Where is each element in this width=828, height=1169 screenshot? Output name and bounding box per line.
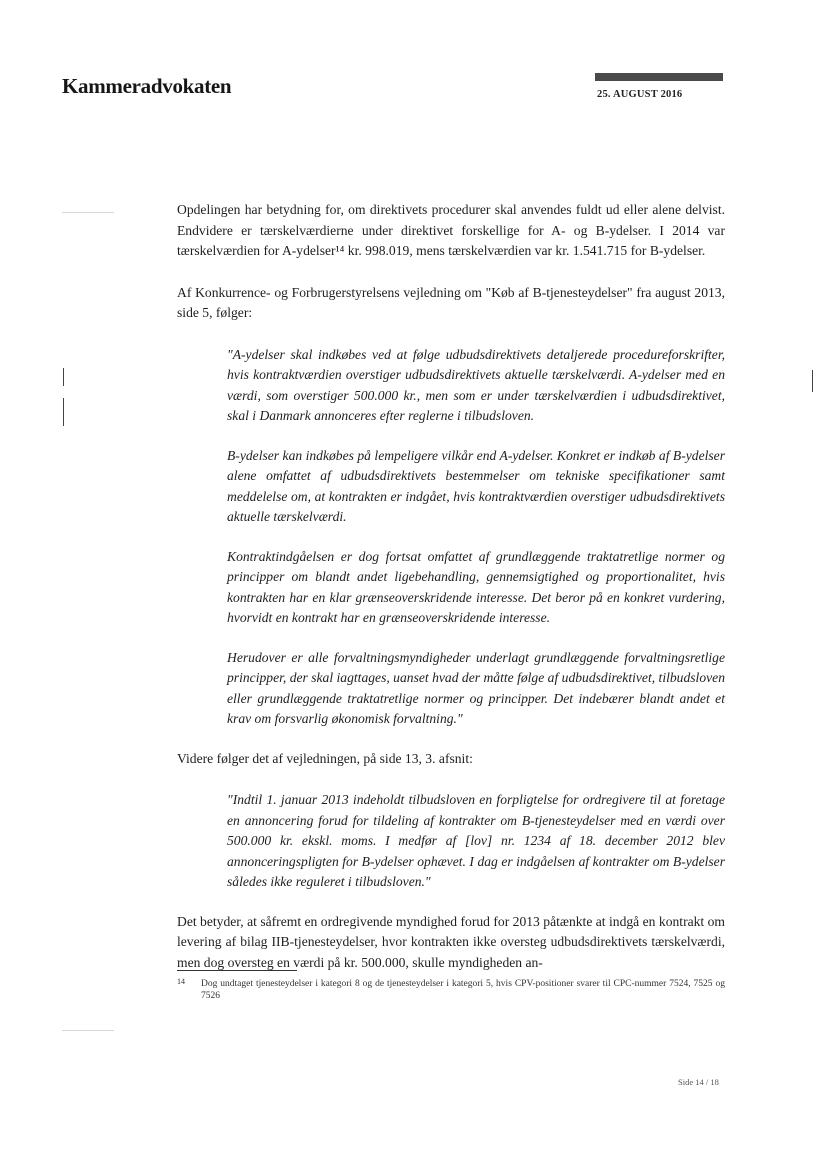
paragraph: Af Konkurrence- og Forbrugerstyrelsens vejledning om "Køb af B-tjenesteydelser" fra august 2013, side 5, følger: — [177, 284, 725, 320]
paragraph: Opdelingen har betydning for, om direktivets procedurer skal anvendes fuldt ud eller alene delvist. Endvidere er tærskelværdierne under direktivet forskellige for A- og B-ydelser. I 2014 var tærskelværdien for A-ydelser¹⁴ kr. 998.019, mens tærskelværdien var kr. 1.541.715 for B-ydelser. — [177, 202, 725, 258]
block-quote — [227, 790, 725, 893]
block-quote — [227, 345, 725, 730]
footnote-rule — [177, 970, 297, 971]
footnote-number: 14 — [177, 977, 185, 986]
faint-margin-line — [62, 212, 114, 213]
paragraph: Videre følger det af vejledningen, på side 13, 3. afsnit: — [177, 750, 473, 766]
quote-paragraph: Herudover er alle forvaltningsmyndigheder underlagt grundlæggende forvaltningsretlige principper, der skal iagttages, uanset hvad der måtte følge af udbudsdirektivet, tilbudsloven eller grundlæggende traktatretlige normer og principper. Det indebærer blandt andet et krav om forsvarlig økonomisk forvaltning." — [227, 649, 725, 726]
document-body — [177, 200, 725, 994]
change-bar-left — [63, 398, 64, 426]
document-date: 25. AUGUST 2016 — [597, 89, 683, 100]
change-bar-left — [63, 368, 64, 386]
quote-paragraph: B-ydelser kan indkøbes på lempeligere vilkår end A-ydelser. Konkret er indkøb af B-ydelser alene omfattet af udbudsdirektivets bestemmelser om tekniske specifikationer samt meddelelse om, at kontrakten er indgået, hvis kontraktværdien overstiger udbudsdirektivets aktuelle tærskelværdi. — [227, 447, 725, 524]
faint-margin-line — [62, 1030, 114, 1031]
footnote — [177, 978, 725, 1002]
header-bar — [595, 73, 723, 81]
paragraph: Det betyder, at såfremt en ordregivende myndighed forud for 2013 påtænkte at indgå en kontrakt om levering af bilag IIB-tjenesteydelser, hvor kontrakten ikke oversteg udbudsdirektivets tærskelværdi, men dog oversteg en værdi på kr. 500.000, skulle myndigheden an- — [177, 913, 725, 970]
quote-paragraph: Kontraktindgåelsen er dog fortsat omfattet af grundlæggende traktatretlige normer og principper om blandt andet ligebehandling, gennemsigtighed og proportionalitet, hvis kontrakten har en klar grænseoverskridende interesse. Det beror på en konkret vurdering, hvorvidt en kontrakt har en grænseoverskridende interesse. — [227, 548, 725, 625]
footnote-text: Dog undtaget tjenesteydelser i kategori 8 og de tjenesteydelser i kategori 5, hvis CPV-positioner svarer til CPC-nummer 7524, 7525 og 7526 — [201, 979, 725, 1001]
company-logo: Kammeradvokaten — [62, 74, 232, 98]
page-number: Side 14 / 18 — [678, 1077, 719, 1087]
quote-paragraph: "A-ydelser skal indkøbes ved at følge udbudsdirektivets detaljerede procedureforskrifter, hvis kontraktværdien overstiger udbudsdirektivets aktuelle tærskelværdi. A-ydelser med en værdi, som overstiger 500.000 kr., men som er under tærskelværdien i udbudsdirektivet, skal i Danmark annonceres efter reglerne i tilbudsloven. — [227, 346, 725, 423]
change-bar-right — [812, 370, 813, 392]
quote-paragraph: "Indtil 1. januar 2013 indeholdt tilbudsloven en forpligtelse for ordregivere til at foretage en annoncering forud for tildeling af kontrakter om B-tjenesteydelser med en værdi over 500.000 kr. ekskl. moms. I medfør af [lov] nr. 1234 af 18. december 2012 blev annonceringspligten for B-ydelser ophævet. I dag er indgåelsen af kontrakter om B-ydelser således ikke reguleret i tilbudsloven." — [227, 792, 725, 889]
